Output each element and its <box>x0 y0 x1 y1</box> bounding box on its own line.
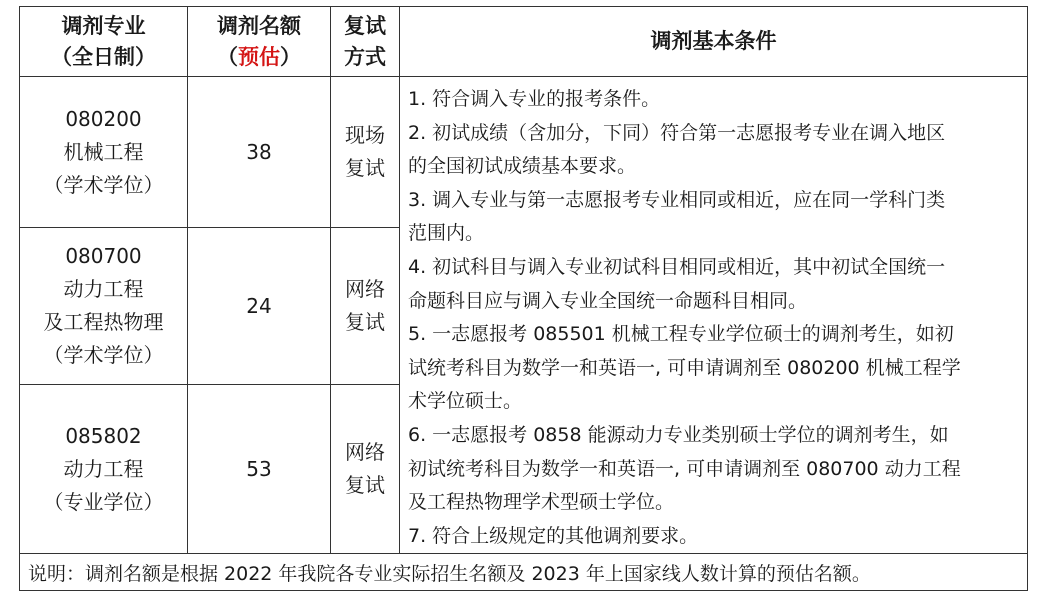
condition-line: 1. 符合调入专业的报考条件。 <box>408 88 661 110</box>
quota-cell: 38 <box>188 77 331 228</box>
degree-type: （学术学位） <box>43 172 164 197</box>
condition-line: 初试统考科目为数学一和英语一, 可申请调剂至 080700 动力工程 <box>408 457 961 480</box>
degree-type: （学术学位） <box>43 343 164 368</box>
mode-cell: 网络 复试 <box>331 384 400 554</box>
condition-line: 命题科目应与调入专业全国统一命题科目相同。 <box>408 289 808 312</box>
transfer-table <box>19 6 1028 591</box>
admission-table-container <box>19 6 1027 585</box>
condition-line: 5. 一志愿报考 085501 机械工程专业学位硕士的调剂考生，如初 <box>408 323 954 346</box>
conditions-cell <box>400 77 1028 554</box>
major-cell <box>20 77 188 228</box>
header-mode: 复试 方式 <box>331 7 400 77</box>
table-row <box>20 77 1028 228</box>
major-name: 动力工程 <box>63 277 144 302</box>
mode-cell: 网络 复试 <box>331 228 400 384</box>
condition-line: 3. 调入专业与第一志愿报考专业相同或相近，应在同一学科门类 <box>408 188 946 211</box>
condition-line: 4. 初试科目与调入专业初试科目相同或相近，其中初试全国统一 <box>408 255 946 278</box>
major-cell <box>20 384 188 554</box>
major-code: 080200 <box>65 106 142 131</box>
condition-line: 及工程热物理学术型硕士学位。 <box>408 491 675 514</box>
condition-line: 的全国初试成绩基本要求。 <box>408 155 637 178</box>
note-text: 说明：调剂名额是根据 2022 年我院各专业实际招生名额及 2023 年上国家线人数计算的预估名额。 <box>20 554 1028 591</box>
degree-type: （专业学位） <box>43 489 164 514</box>
major-name: 动力工程 <box>63 456 144 481</box>
note-row <box>20 554 1028 591</box>
condition-line: 6. 一志愿报考 0858 能源动力专业类别硕士学位的调剂考生，如 <box>408 423 949 446</box>
header-row <box>20 7 1028 77</box>
condition-line: 范围内。 <box>408 222 485 245</box>
estimate-highlight: 预估 <box>238 44 280 69</box>
major-code: 085802 <box>65 423 142 448</box>
major-name: 机械工程 <box>63 139 144 164</box>
quota-cell: 24 <box>188 228 331 384</box>
mode-cell: 现场 复试 <box>331 77 400 228</box>
header-conditions: 调剂基本条件 <box>400 7 1028 77</box>
condition-line: 试统考科目为数学一和英语一, 可申请调剂至 080200 机械工程学 <box>408 356 961 379</box>
quota-cell: 53 <box>188 384 331 554</box>
condition-line: 术学位硕士。 <box>408 390 523 413</box>
major-name: 及工程热物理 <box>43 310 164 335</box>
major-code: 080700 <box>65 244 142 269</box>
major-cell <box>20 228 188 384</box>
header-major: 调剂专业 （全日制） <box>20 7 188 77</box>
header-quota: 调剂名额 （预估） <box>188 7 331 77</box>
condition-line: 2. 初试成绩（含加分，下同）符合第一志愿报考专业在调入地区 <box>408 121 946 144</box>
condition-line: 7. 符合上级规定的其他调剂要求。 <box>408 524 699 547</box>
